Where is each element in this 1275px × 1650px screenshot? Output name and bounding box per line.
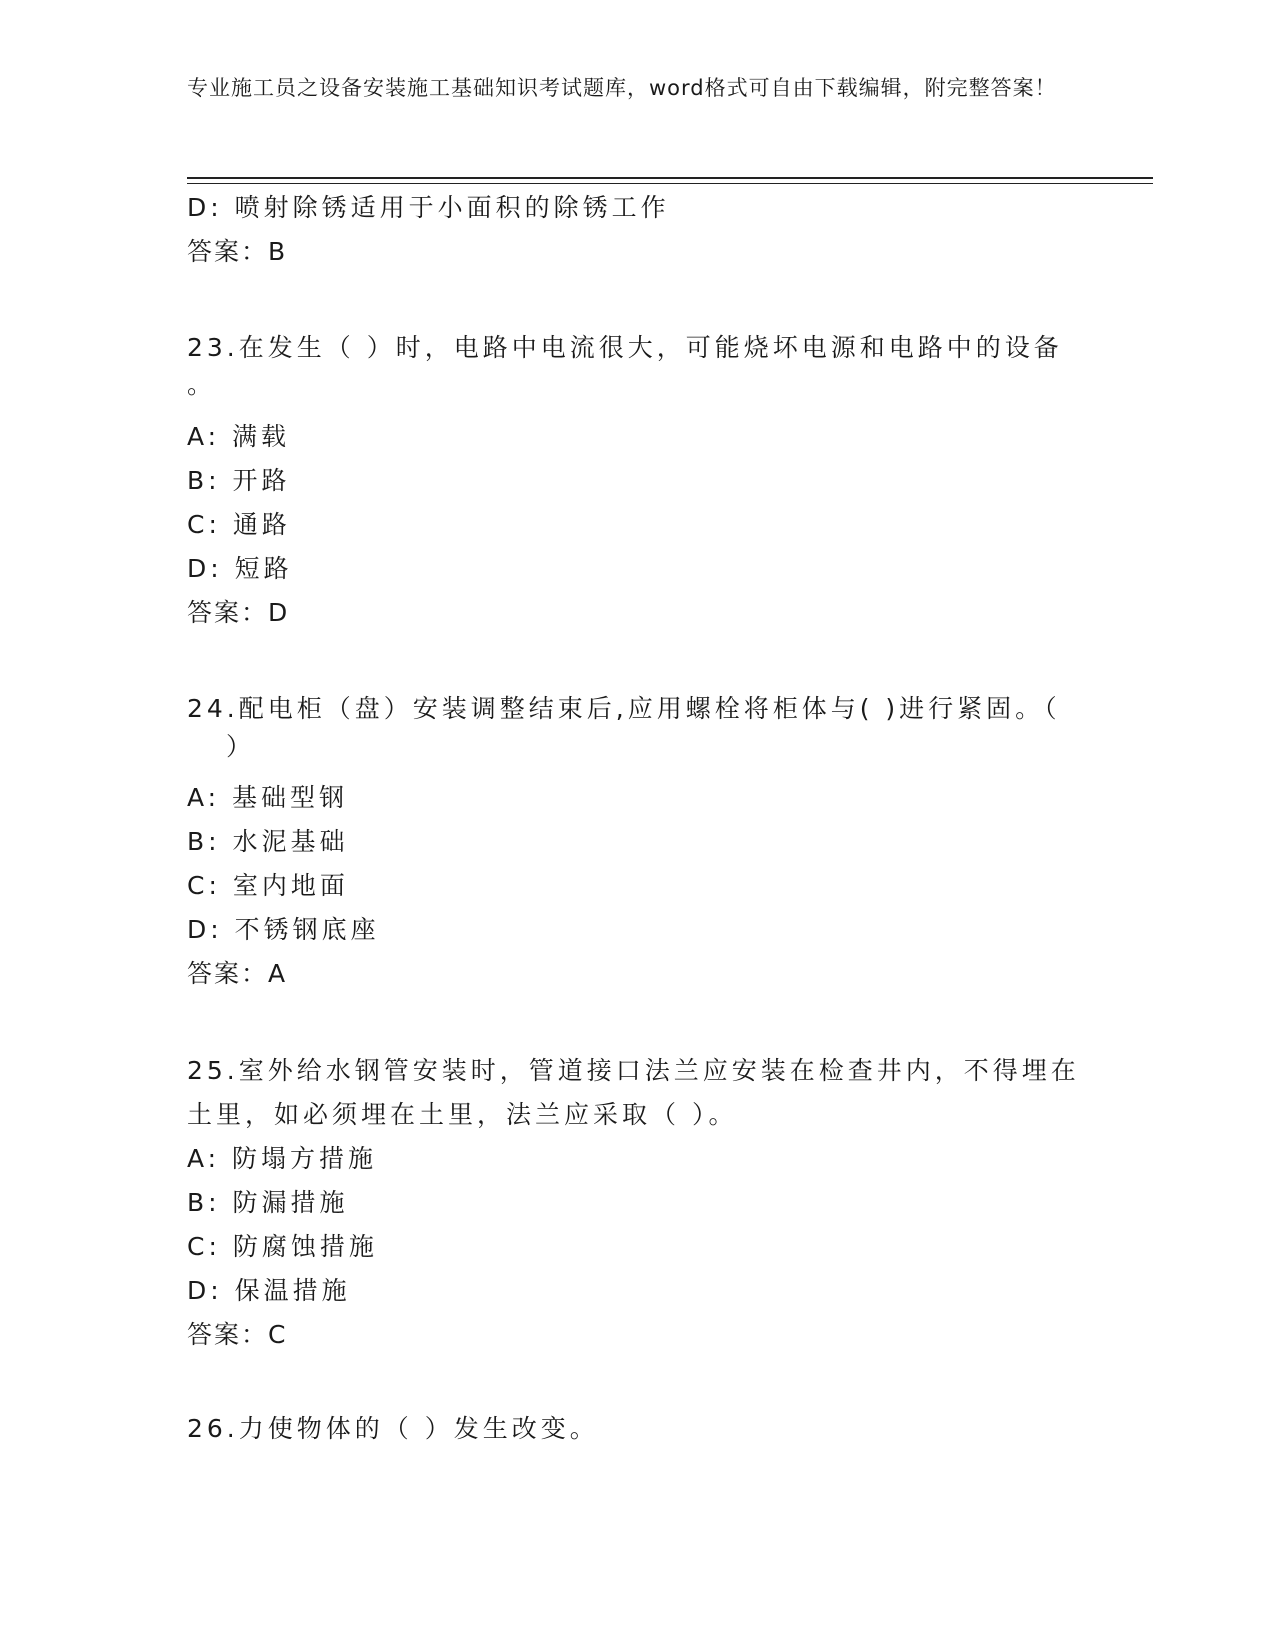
q23-stem-line2: 。 (187, 370, 217, 399)
prev-answer: 答案：B (187, 237, 288, 266)
q24-answer: 答案：A (187, 959, 288, 988)
q23-option-b: B: 开路 (187, 466, 291, 495)
q23-option-d: D: 短路 (187, 554, 293, 583)
q25-option-b: B: 防漏措施 (187, 1188, 349, 1217)
q23-stem-line1: 23.在发生（ ）时，电路中电流很大，可能烧坏电源和电路中的设备 (187, 333, 1063, 362)
q25-stem-line1: 25.室外给水钢管安装时，管道接口法兰应安装在检查井内，不得埋在 (187, 1056, 1080, 1085)
q24-option-a: A: 基础型钢 (187, 783, 349, 812)
q24-option-b: B: 水泥基础 (187, 827, 349, 856)
q23-option-c: C: 通路 (187, 510, 291, 539)
prev-option-d: D: 喷射除锈适用于小面积的除锈工作 (187, 193, 670, 222)
header-rule-thick (187, 177, 1153, 179)
q25-option-c: C: 防腐蚀措施 (187, 1232, 378, 1261)
q25-answer: 答案：C (187, 1320, 288, 1349)
q23-answer: 答案：D (187, 598, 290, 627)
q25-option-a: A: 防塌方措施 (187, 1144, 378, 1173)
q24-option-d: D: 不锈钢底座 (187, 915, 380, 944)
q24-option-c: C: 室内地面 (187, 871, 349, 900)
q25-stem-line2: 土里，如必须埋在土里，法兰应采取（ ）。 (187, 1100, 738, 1129)
q24-stem-line1: 24.配电柜（盘）安装调整结束后,应用螺栓将柜体与( )进行紧固。（ (187, 694, 1061, 723)
q26-stem-line1: 26.力使物体的（ ）发生改变。 (187, 1414, 599, 1443)
document-header: 专业施工员之设备安装施工基础知识考试题库，word格式可自由下载编辑，附完整答案！ (187, 76, 1057, 100)
header-rule-thin (187, 183, 1153, 184)
q25-option-d: D: 保温措施 (187, 1276, 351, 1305)
q23-option-a: A: 满载 (187, 422, 291, 451)
q24-stem-line2: ） (226, 732, 256, 761)
